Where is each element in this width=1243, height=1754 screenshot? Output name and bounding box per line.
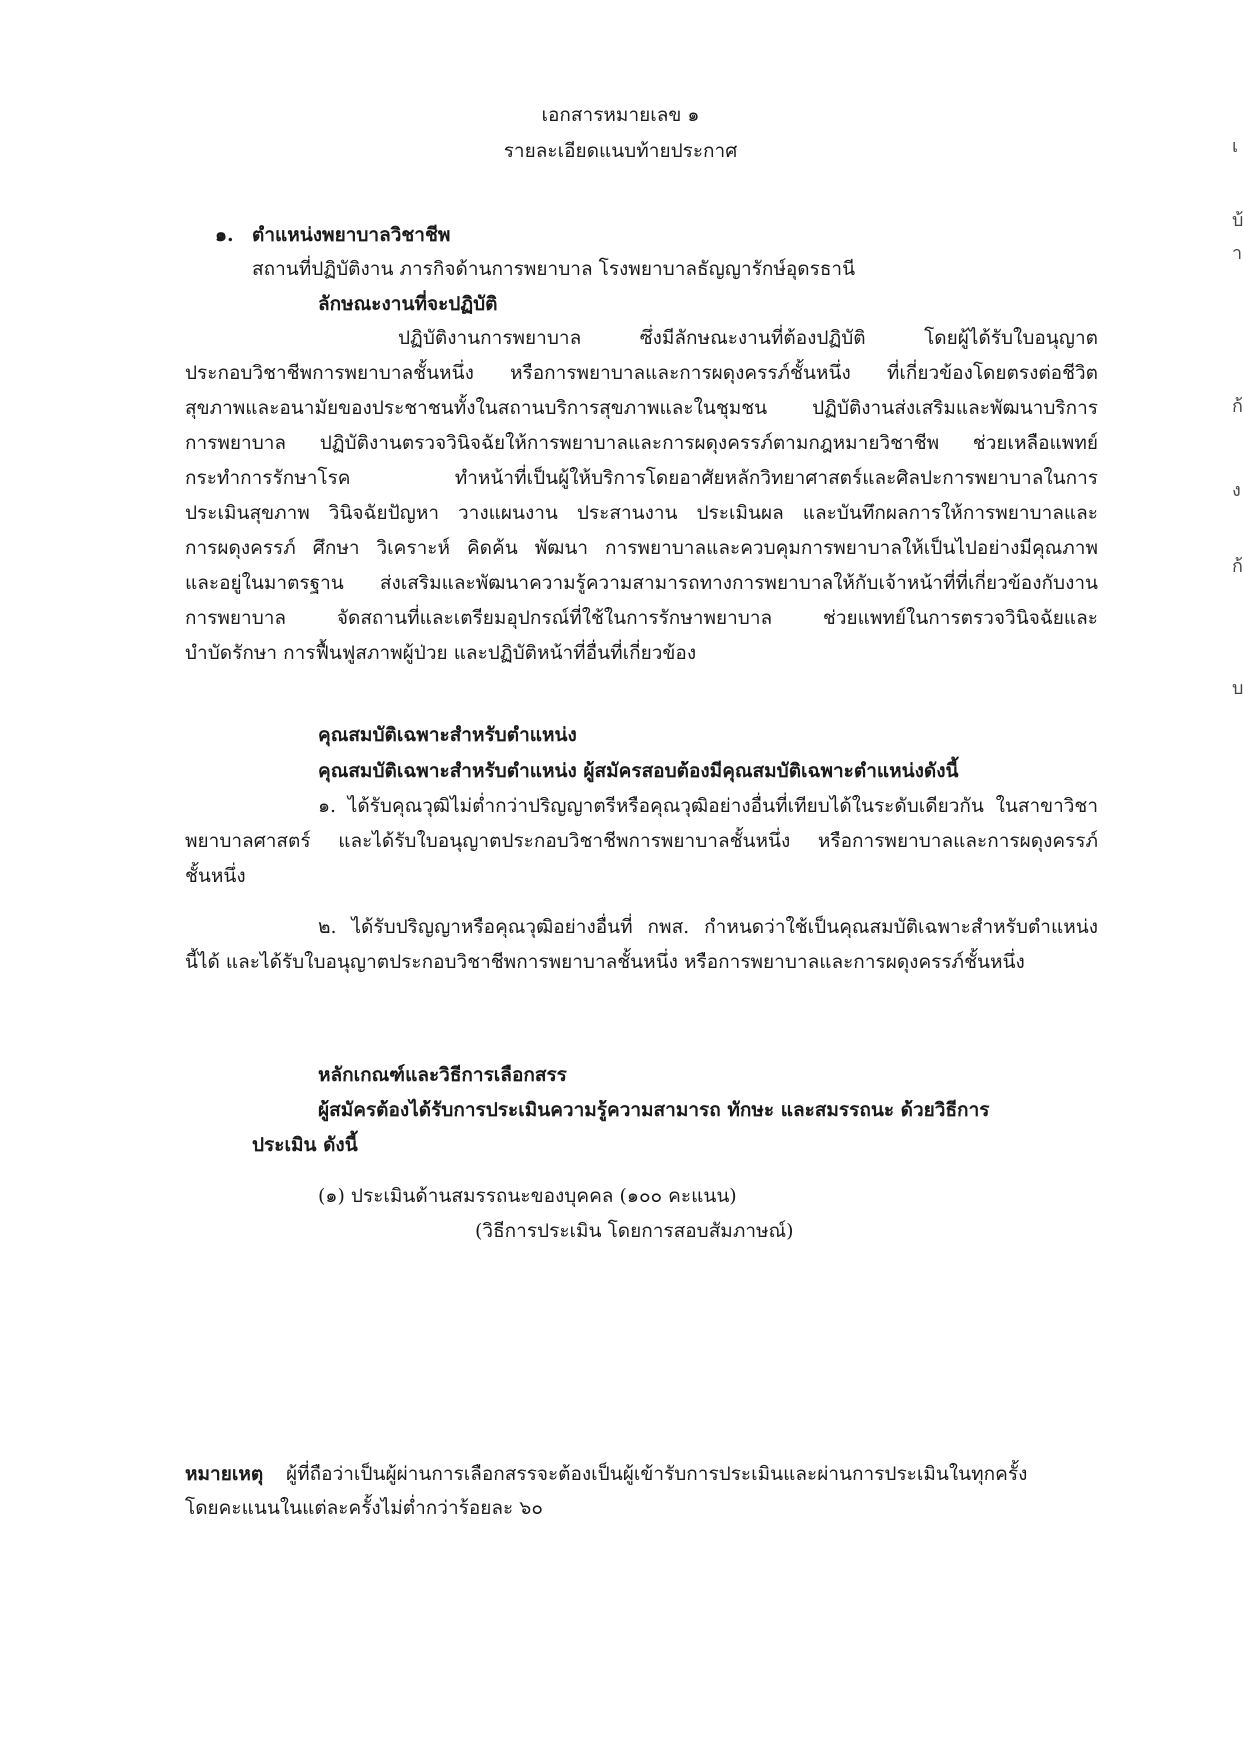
- qualification-item-1-line: ชั้นหนึ่ง: [185, 865, 246, 887]
- margin-fragment: บ: [1232, 678, 1243, 699]
- margin-fragment: เ: [1232, 136, 1239, 157]
- position-title: ตำแหน่งพยาบาลวิชาชีพ: [252, 224, 451, 246]
- margin-fragment: า: [1232, 243, 1243, 264]
- margin-fragment: บ้: [1232, 210, 1243, 231]
- job-description-line: บำบัดรักษา การฟื้นฟูสภาพผู้ป่วย และปฏิบัติหน้าที่อื่นที่เกี่ยวข้อง: [185, 642, 697, 664]
- selection-line-1: ผู้สมัครต้องได้รับการประเมินความรู้ความสามารถ ทักษะ และสมรรถนะ ด้วยวิธีการ: [318, 1099, 990, 1121]
- note-line-2: โดยคะแนนในแต่ละครั้งไม่ต่ำกว่าร้อยละ ๖๐: [185, 1497, 543, 1519]
- job-description-line: ประเมินสุขภาพ วินิจฉัยปัญหา วางแผนงาน ประสานงาน ประเมินผล และบันทึกผลการให้การพยาบาลและ: [185, 502, 1098, 524]
- qualifications-heading: คุณสมบัติเฉพาะสำหรับตำแหน่ง: [318, 724, 577, 746]
- document-subtitle: รายละเอียดแนบท้ายประกาศ: [503, 140, 738, 162]
- qualification-item-2-line: ๒. ได้รับปริญญาหรือคุณวุฒิอย่างอื่นที่ กพส. กำหนดว่าใช้เป็นคุณสมบัติเฉพาะสำหรับตำแหน่ง: [318, 916, 1098, 938]
- qualification-item-2-line: นี้ได้ และได้รับใบอนุญาตประกอบวิชาชีพการพยาบาลชั้นหนึ่ง หรือการพยาบาลและการผดุงครรภ์ชั้นหนึ่ง: [185, 951, 1025, 973]
- job-description-heading: ลักษณะงานที่จะปฏิบัติ: [318, 293, 498, 315]
- job-description-line: ประกอบวิชาชีพการพยาบาลชั้นหนึ่ง หรือการพยาบาลและการผดุงครรภ์ชั้นหนึ่ง ที่เกี่ยวข้องโดยตรงต่อชีวิต: [185, 362, 1098, 384]
- selection-line-2: ประเมิน ดังนี้: [252, 1134, 358, 1156]
- workplace: สถานที่ปฏิบัติงาน ภารกิจด้านการพยาบาล โรงพยาบาลธัญญารักษ์อุดรธานี: [252, 258, 856, 280]
- note-line-1: ผู้ที่ถือว่าเป็นผู้ผ่านการเลือกสรรจะต้องเป็นผู้เข้ารับการประเมินและผ่านการประเมินในทุกครั้ง: [286, 1463, 1028, 1485]
- job-description-line: สุขภาพและอนามัยของประชาชนทั้งในสถานบริการสุขภาพและในชุมชน ปฏิบัติงานส่งเสริมและพัฒนาบริการ: [185, 397, 1098, 419]
- job-description-line: และอยู่ในมาตรฐาน ส่งเสริมและพัฒนาความรู้ความสามารถทางการพยาบาลให้กับเจ้าหน้าที่ที่เกี่ยวข้องกับงาน: [185, 572, 1098, 594]
- qualification-item-1-line: ๑. ได้รับคุณวุฒิไม่ต่ำกว่าปริญญาตรีหรือคุณวุฒิอย่างอื่นที่เทียบได้ในระดับเดียวกัน ในสาขาวิชา: [318, 795, 1098, 817]
- job-description-line: การพยาบาล จัดสถานที่และเตรียมอุปกรณ์ที่ใช้ในการรักษาพยาบาล ช่วยแพทย์ในการตรวจวินิจฉัยและ: [185, 607, 1098, 629]
- selection-method: (วิธีการประเมิน โดยการสอบสัมภาษณ์): [475, 1220, 794, 1242]
- selection-heading: หลักเกณฑ์และวิธีการเลือกสรร: [318, 1064, 567, 1086]
- margin-fragment: ก้: [1232, 396, 1243, 417]
- job-description-line: การผดุงครรภ์ ศึกษา วิเคราะห์ คิดค้น พัฒนา การพยาบาลและควบคุมการพยาบาลให้เป็นไปอย่างมีคุณภาพ: [185, 537, 1098, 559]
- document-number: เอกสารหมายเลข ๑: [541, 104, 700, 126]
- margin-fragment: ก้: [1232, 556, 1243, 577]
- qualification-item-1-line: พยาบาลศาสตร์ และได้รับใบอนุญาตประกอบวิชาชีพการพยาบาลชั้นหนึ่ง หรือการพยาบาลและการผดุงครรภ์: [185, 830, 1098, 852]
- margin-fragment: ง: [1232, 480, 1241, 501]
- position-number: ๑.: [215, 224, 234, 246]
- selection-criterion: (๑) ประเมินด้านสมรรถนะของบุคคล (๑๐๐ คะแนน): [318, 1185, 737, 1207]
- job-description-line: กระทำการรักษาโรค ทำหน้าที่เป็นผู้ให้บริการโดยอาศัยหลักวิทยาศาสตร์และศิลปะการพยาบาลในการ: [185, 467, 1098, 489]
- note-label: หมายเหตุ: [185, 1463, 264, 1485]
- job-description-line: ปฏิบัติงานการพยาบาล ซึ่งมีลักษณะงานที่ต้องปฏิบัติ โดยผู้ได้รับใบอนุญาต: [398, 327, 1098, 349]
- qualifications-subheading: คุณสมบัติเฉพาะสำหรับตำแหน่ง ผู้สมัครสอบต้องมีคุณสมบัติเฉพาะตำแหน่งดังนี้: [318, 760, 959, 782]
- job-description-line: การพยาบาล ปฏิบัติงานตรวจวินิจฉัยให้การพยาบาลและการผดุงครรภ์ตามกฎหมายวิชาชีพ ช่วยเหลือแพทย์: [185, 432, 1098, 454]
